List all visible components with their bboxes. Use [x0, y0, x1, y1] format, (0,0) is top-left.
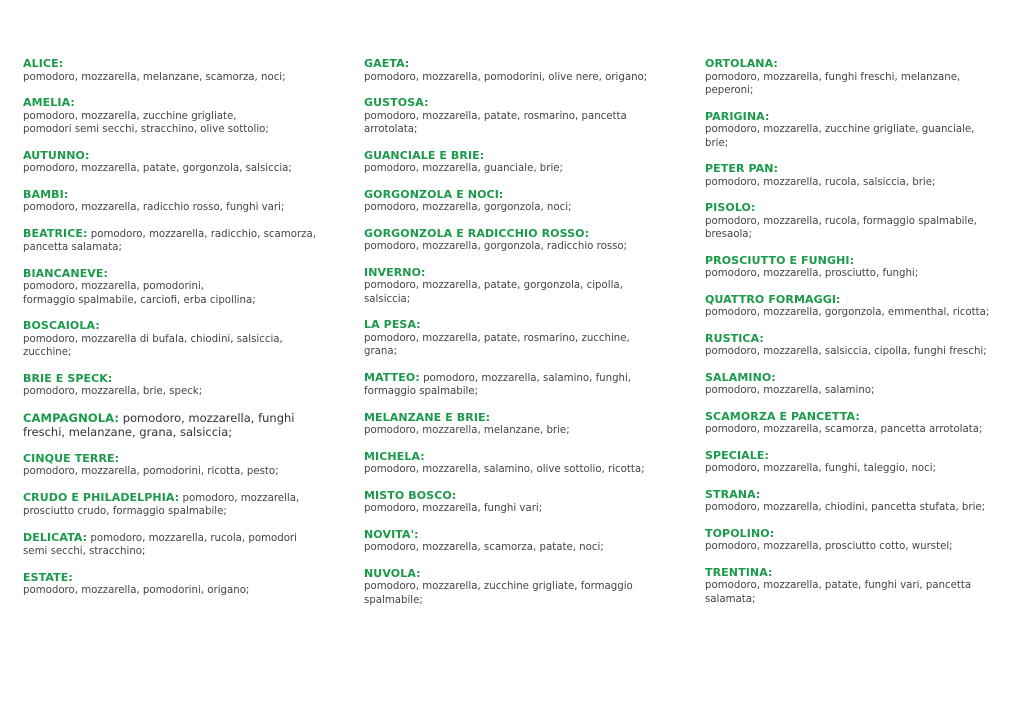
item-name: GUSTOSA:	[364, 96, 429, 109]
item-description: pomodoro, mozzarella, patate, funghi vari, pancetta salamata;	[705, 580, 972, 605]
menu-item-strana	[705, 488, 1005, 515]
menu-item-topolino	[705, 527, 1005, 554]
menu-item-la-pesa	[364, 318, 664, 359]
item-name: AMELIA:	[23, 96, 75, 109]
item-description: pomodoro, mozzarella, gorgonzola, emmenthal, ricotta;	[705, 307, 990, 318]
item-description: pomodoro, mozzarella, patate, gorgonzola, salsiccia;	[23, 163, 292, 174]
menu-item-cinque-terre	[23, 452, 323, 479]
item-description: pomodoro, mozzarella, salsiccia, cipolla, funghi freschi;	[705, 346, 987, 357]
item-name: BOSCAIOLA:	[23, 319, 100, 332]
item-description: pomodoro, mozzarella, radicchio rosso, funghi vari;	[23, 202, 285, 213]
item-name: GAETA:	[364, 57, 410, 70]
menu-item-salamino	[705, 371, 1005, 398]
item-name: GUANCIALE E BRIE:	[364, 148, 485, 162]
menu-item-parigina	[705, 110, 1005, 151]
menu-column-2	[364, 57, 664, 619]
item-description: pomodoro, mozzarella, funghi freschi, melanzane, grana, salsiccia;	[23, 410, 295, 439]
item-name: MISTO BOSCO:	[364, 488, 457, 502]
menu-item-rustica	[705, 332, 1005, 359]
item-description: pomodoro, mozzarella, funghi, taleggio, noci;	[705, 463, 937, 474]
item-description: pomodoro, mozzarella, rucola, pomodori semi secchi, stracchino;	[23, 532, 297, 557]
item-name: SCAMORZA E PANCETTA:	[705, 409, 860, 423]
menu-item-inverno	[364, 266, 664, 307]
item-name: INVERNO:	[364, 265, 426, 279]
menu-item-misto-bosco	[364, 489, 664, 516]
item-description: pomodoro, mozzarella, zucchine grigliate, pomodori semi secchi, stracchino, olive sottolio;	[23, 110, 269, 135]
menu-item-prosciutto-e-funghi	[705, 254, 1005, 281]
item-name: CINQUE TERRE:	[23, 451, 120, 465]
menu-item-gorgonzola-e-noci	[364, 188, 664, 215]
menu-item-alice	[23, 57, 323, 84]
menu-item-matteo	[364, 371, 664, 399]
item-description: pomodoro, mozzarella, scamorza, patate, noci;	[364, 542, 604, 553]
item-description: pomodoro, mozzarella, funghi vari;	[364, 503, 543, 514]
item-description: pomodoro, mozzarella, patate, gorgonzola, cipolla, salsiccia;	[364, 280, 623, 305]
item-name: MICHELA:	[364, 449, 425, 463]
menu-item-ortolana	[705, 57, 1005, 98]
item-name: TOPOLINO:	[705, 526, 775, 540]
item-description: pomodoro, mozzarella, gorgonzola, radicchio rosso;	[364, 241, 628, 252]
item-name: ORTOLANA:	[705, 57, 778, 70]
item-name: SPECIALE:	[705, 448, 769, 462]
item-description: pomodoro, mozzarella, zucchine grigliate, guanciale, brie;	[705, 124, 975, 149]
menu-item-boscaiola	[23, 319, 323, 360]
menu-item-brie-e-speck	[23, 372, 323, 399]
item-description: pomodoro, mozzarella, scamorza, pancetta arrotolata;	[705, 424, 983, 435]
menu-item-scamorza-e-pancetta	[705, 410, 1005, 437]
item-description: pomodoro, mozzarella, prosciutto, funghi;	[705, 268, 919, 279]
item-name: PROSCIUTTO E FUNGHI:	[705, 253, 855, 267]
menu-item-michela	[364, 450, 664, 477]
item-name: LA PESA:	[364, 318, 421, 331]
item-name: RUSTICA:	[705, 331, 764, 345]
menu-item-crudo-e-philadelphia	[23, 491, 323, 519]
menu-item-amelia	[23, 96, 323, 137]
item-name: MELANZANE E BRIE:	[364, 410, 491, 424]
menu-item-melanzane-e-brie	[364, 411, 664, 438]
menu-item-novita	[364, 528, 664, 555]
menu-item-campagnola	[23, 411, 323, 440]
item-description: pomodoro, mozzarella, prosciutto cotto, wurstel;	[705, 541, 953, 552]
item-name: MATTEO:	[364, 370, 420, 384]
item-name: PARIGINA:	[705, 109, 770, 123]
menu-item-autunno	[23, 149, 323, 176]
item-description: pomodoro, mozzarella, guanciale, brie;	[364, 163, 563, 174]
item-name: STRANA:	[705, 487, 761, 501]
menu-item-guanciale-e-brie	[364, 149, 664, 176]
item-name: BIANCANEVE:	[23, 266, 109, 280]
item-description: pomodoro, mozzarella, funghi freschi, melanzane, peperoni;	[705, 71, 961, 96]
item-name: BAMBI:	[23, 187, 69, 201]
item-name: AUTUNNO:	[23, 148, 90, 162]
item-description: pomodoro, mozzarella, pomodorini, olive nere, origano;	[364, 71, 648, 83]
menu-item-nuvola	[364, 567, 664, 608]
menu-item-estate	[23, 571, 323, 598]
item-description: pomodoro, mozzarella, zucchine grigliate, formaggio spalmabile;	[364, 581, 633, 606]
item-description: pomodoro, mozzarella, chiodini, pancetta stufata, brie;	[705, 502, 986, 513]
item-description: pomodoro, mozzarella, prosciutto crudo, formaggio spalmabile;	[23, 492, 300, 517]
item-name: GORGONZOLA E RADICCHIO ROSSO:	[364, 226, 590, 240]
item-description: pomodoro, mozzarella, radicchio, scamorza, pancetta salamata;	[23, 228, 316, 253]
menu-item-biancaneve	[23, 267, 323, 308]
item-description: pomodoro, mozzarella, salamino;	[705, 385, 875, 396]
menu-item-beatrice	[23, 227, 323, 255]
item-description: pomodoro, mozzarella, melanzane, scamorza, noci;	[23, 71, 286, 83]
menu-item-delicata	[23, 531, 323, 559]
menu-item-peter-pan	[705, 162, 1005, 189]
item-name: PISOLO:	[705, 201, 756, 214]
menu-item-gaeta	[364, 57, 664, 84]
item-description: pomodoro, mozzarella, pomodorini, origano;	[23, 585, 250, 596]
item-name: NOVITA':	[364, 527, 419, 541]
item-name: ESTATE:	[23, 570, 73, 584]
item-description: pomodoro, mozzarella, brie, speck;	[23, 386, 203, 397]
item-name: QUATTRO FORMAGGI:	[705, 292, 841, 306]
item-name: GORGONZOLA E NOCI:	[364, 187, 504, 201]
menu-item-gustosa	[364, 96, 664, 137]
menu-item-quattro-formaggi	[705, 293, 1005, 320]
item-description: pomodoro, mozzarella, rucola, formaggio spalmabile, bresaola;	[705, 215, 977, 240]
menu-item-gorgonzola-e-radicchio-rosso	[364, 227, 664, 254]
item-name: SALAMINO:	[705, 370, 776, 384]
item-name: BRIE E SPECK:	[23, 371, 113, 385]
item-name: ALICE:	[23, 57, 64, 70]
item-name: BEATRICE:	[23, 226, 88, 240]
menu-column-1	[23, 57, 323, 610]
item-description: pomodoro, mozzarella di bufala, chiodini, salsiccia, zucchine;	[23, 333, 283, 358]
item-description: pomodoro, mozzarella, salamino, olive sottolio, ricotta;	[364, 464, 645, 475]
menu-item-trentina	[705, 566, 1005, 607]
item-description: pomodoro, mozzarella, pomodorini, formaggio spalmabile, carciofi, erba cipollina;	[23, 281, 256, 306]
item-description: pomodoro, mozzarella, rucola, salsiccia, brie;	[705, 176, 936, 188]
item-description: pomodoro, mozzarella, salamino, funghi, formaggio spalmabile;	[364, 372, 632, 397]
menu-item-speciale	[705, 449, 1005, 476]
item-name: DELICATA:	[23, 530, 88, 544]
item-description: pomodoro, mozzarella, pomodorini, ricotta, pesto;	[23, 466, 279, 477]
item-description: pomodoro, mozzarella, patate, rosmarino, pancetta arrotolata;	[364, 110, 627, 135]
item-name: CAMPAGNOLA:	[23, 410, 120, 425]
item-description: pomodoro, mozzarella, patate, rosmarino, zucchine, grana;	[364, 332, 630, 357]
item-name: TRENTINA:	[705, 565, 773, 579]
item-name: PETER PAN:	[705, 162, 779, 175]
item-name: CRUDO E PHILADELPHIA:	[23, 490, 180, 504]
item-description: pomodoro, mozzarella, gorgonzola, noci;	[364, 202, 572, 213]
item-name: NUVOLA:	[364, 566, 421, 580]
menu-column-3	[705, 57, 1005, 618]
menu-item-bambi	[23, 188, 323, 215]
menu-item-pisolo	[705, 201, 1005, 242]
item-description: pomodoro, mozzarella, melanzane, brie;	[364, 425, 570, 436]
